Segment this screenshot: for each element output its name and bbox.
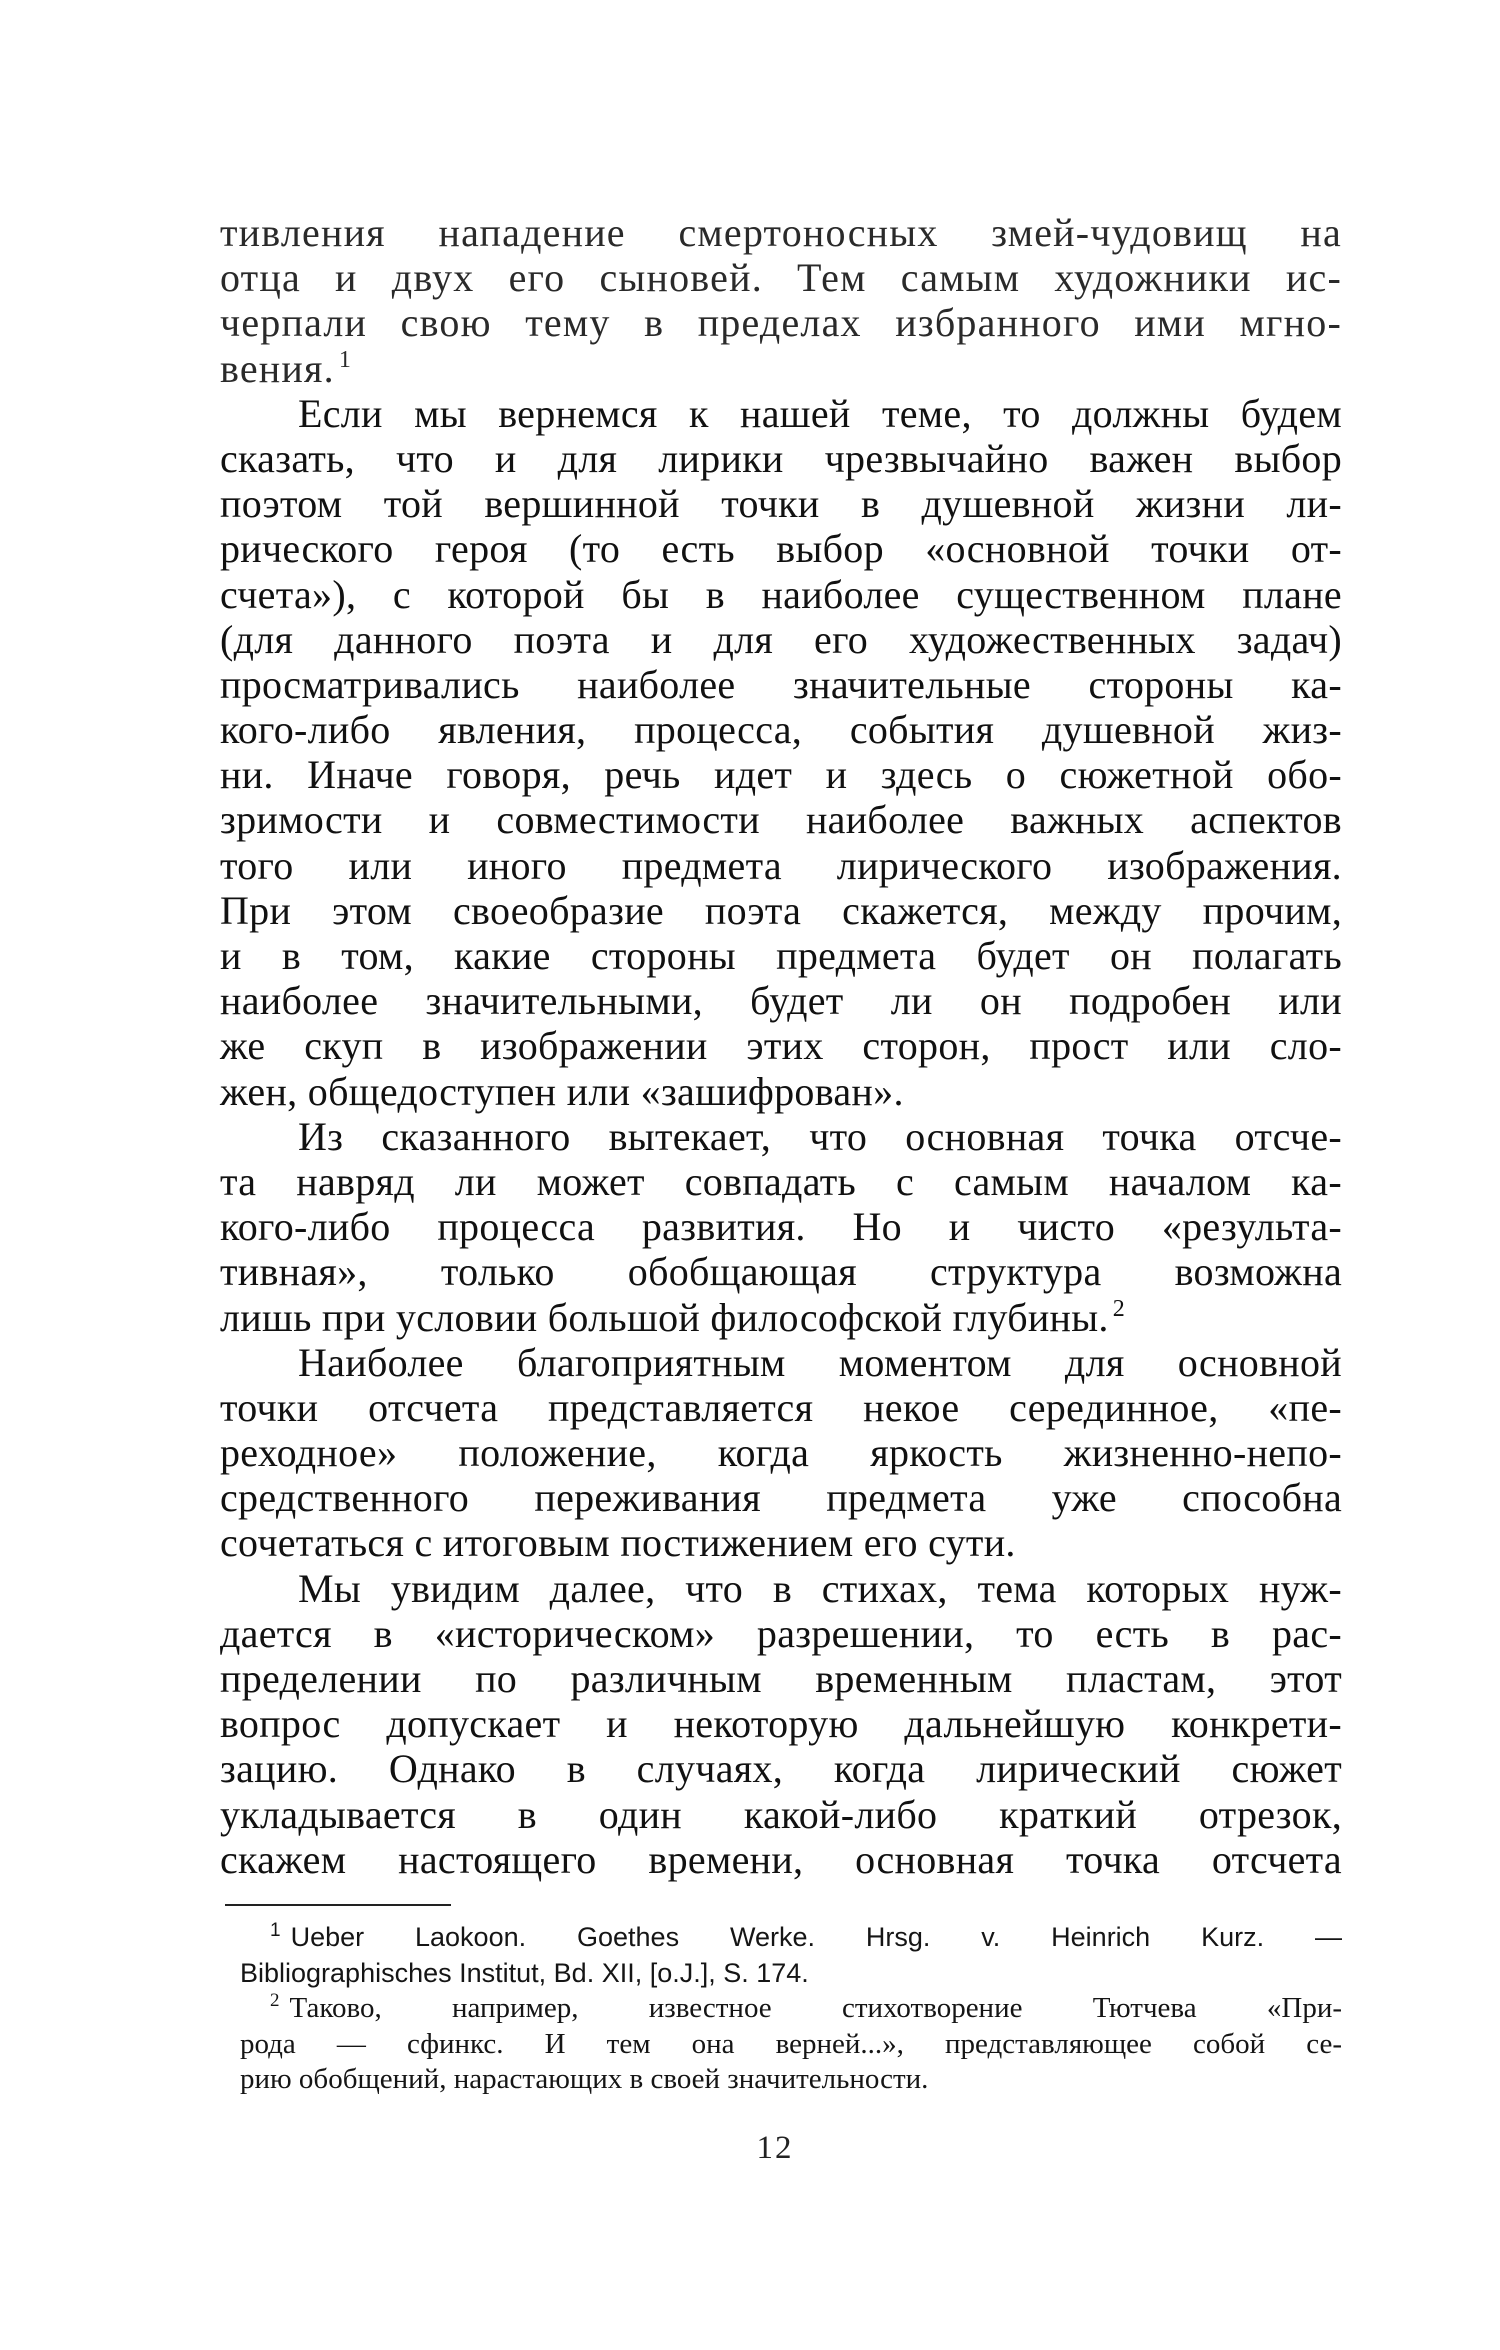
text-line: рического героя (то есть выбор «основной точки от- (220, 526, 1342, 572)
text-line: скажем настоящего времени, основная точка отсчета (220, 1836, 1342, 1882)
text-line: точки отсчета представляется некое серединное, «пе- (220, 1384, 1342, 1430)
paragraph (220, 1566, 1342, 1882)
footnote-text: Ueber Laokoon. Goethes Werke. Hrsg. v. Heinrich Kurz. — (290, 1922, 1342, 1952)
text-line: сказать, что и для лирики чрезвычайно важен выбор (220, 435, 1342, 481)
footnote-text: рода — сфинкс. И тем она верней...», представляющее собой се- (240, 2027, 1342, 2060)
text-line: та навряд ли может совпадать с самым началом ка- (220, 1158, 1342, 1204)
text-line: Наиболее благоприятным моментом для основной (298, 1339, 1342, 1385)
text-line: того или иного предмета лирического изображения. (220, 842, 1342, 888)
text-line: пределении по различным временным пластам, этот (220, 1656, 1342, 1701)
footnote-marker: 2 (270, 1990, 280, 2012)
text-line: кого-либо явления, процесса, события душевной жиз- (220, 707, 1342, 753)
footnote-line (240, 1920, 1342, 1956)
text-line: наиболее значительными, будет ли он подробен или (220, 978, 1342, 1024)
footnote-line (240, 2027, 1342, 2063)
text-line: поэтом той вершинной точки в душевной жизни ли- (220, 481, 1342, 527)
footnote (240, 1991, 1342, 2098)
text-line: укладывается в один какой-либо краткий отрезок, (220, 1791, 1342, 1837)
text-line: Из сказанного вытекает, что основная точка отсче- (298, 1113, 1342, 1159)
text-line: кого-либо процесса развития. Но и чисто «результа- (220, 1204, 1342, 1250)
footnote-reference: 2 (1112, 1296, 1126, 1323)
text-line: сочетаться с итоговым постижением его сути. (220, 1520, 1016, 1566)
text-line: реходное» положение, когда яркость жизненно-непо- (220, 1430, 1342, 1476)
footnote-line (240, 2062, 1342, 2098)
text-line: дается в «историческом» разрешении, то есть в рас- (220, 1610, 1342, 1656)
text-line: счета»), с которой бы в наиболее существенном плане (220, 571, 1342, 617)
text-line: же скуп в изображении этих сторон, прост или сло- (220, 1023, 1342, 1069)
footnote-line (240, 1956, 1342, 1992)
footnote-text: Bibliographisches Institut, Bd. XII, [o.J.], S. 174. (240, 1957, 809, 1988)
text-line: и в том, какие стороны предмета будет он полагать (220, 933, 1342, 978)
paragraph (220, 210, 1342, 391)
footnote-marker: 1 (270, 1920, 281, 1941)
text-line: Если мы вернемся к нашей теме, то должны будем (298, 390, 1342, 436)
text-line: вопрос допускает и некоторую дальнейшую конкрети- (220, 1701, 1342, 1747)
text-line: тивная», только обобщающая структура возможна (220, 1249, 1342, 1295)
text-line: отца и двух его сыновей. Тем самым художники ис- (220, 255, 1342, 301)
paragraph (220, 1114, 1342, 1340)
footnote-text: Таково, например, известное стихотворение Тютчева «При- (289, 1992, 1342, 2024)
text-line: средственного переживания предмета уже способна (220, 1475, 1342, 1521)
page-number: 12 (756, 2130, 794, 2166)
main-text (220, 210, 1342, 1882)
paragraph (220, 1340, 1342, 1566)
text-line: При этом своеобразие поэта скажется, между прочим, (220, 887, 1342, 933)
text-line: черпали свою тему в пределах избранного ими мгно- (220, 300, 1342, 346)
text-line: вения. $^1$ (220, 345, 353, 391)
text-line: зримости и совместимости наиболее важных аспектов (220, 797, 1342, 843)
text-line: лишь при условии большой философской глубины. $^2$ (220, 1294, 1126, 1340)
footnotes (240, 1920, 1342, 2098)
text-line: зацию. Однако в случаях, когда лирический сюжет (220, 1746, 1342, 1792)
footnote-text: рию обобщений, нарастающих в своей значительности. (240, 2063, 929, 2095)
text-line: тивления нападение смертоносных змей-чудовищ на (220, 210, 1342, 255)
paragraph (220, 391, 1342, 1114)
footnote-line (240, 1991, 1342, 2027)
text-line: (для данного поэта и для его художественных задач) (220, 616, 1342, 662)
footnote-reference: 1 (338, 347, 353, 374)
footnote (240, 1920, 1342, 1991)
footnote-divider (225, 1904, 451, 1906)
text-line: жен, общедоступен или «зашифрован». (220, 1068, 904, 1114)
text-line: просматривались наиболее значительные стороны ка- (220, 661, 1342, 707)
text-line: ни. Иначе говоря, речь идет и здесь о сюжетной обо- (220, 752, 1342, 798)
text-line: Мы увидим далее, что в стихах, тема которых нуж- (298, 1565, 1342, 1611)
